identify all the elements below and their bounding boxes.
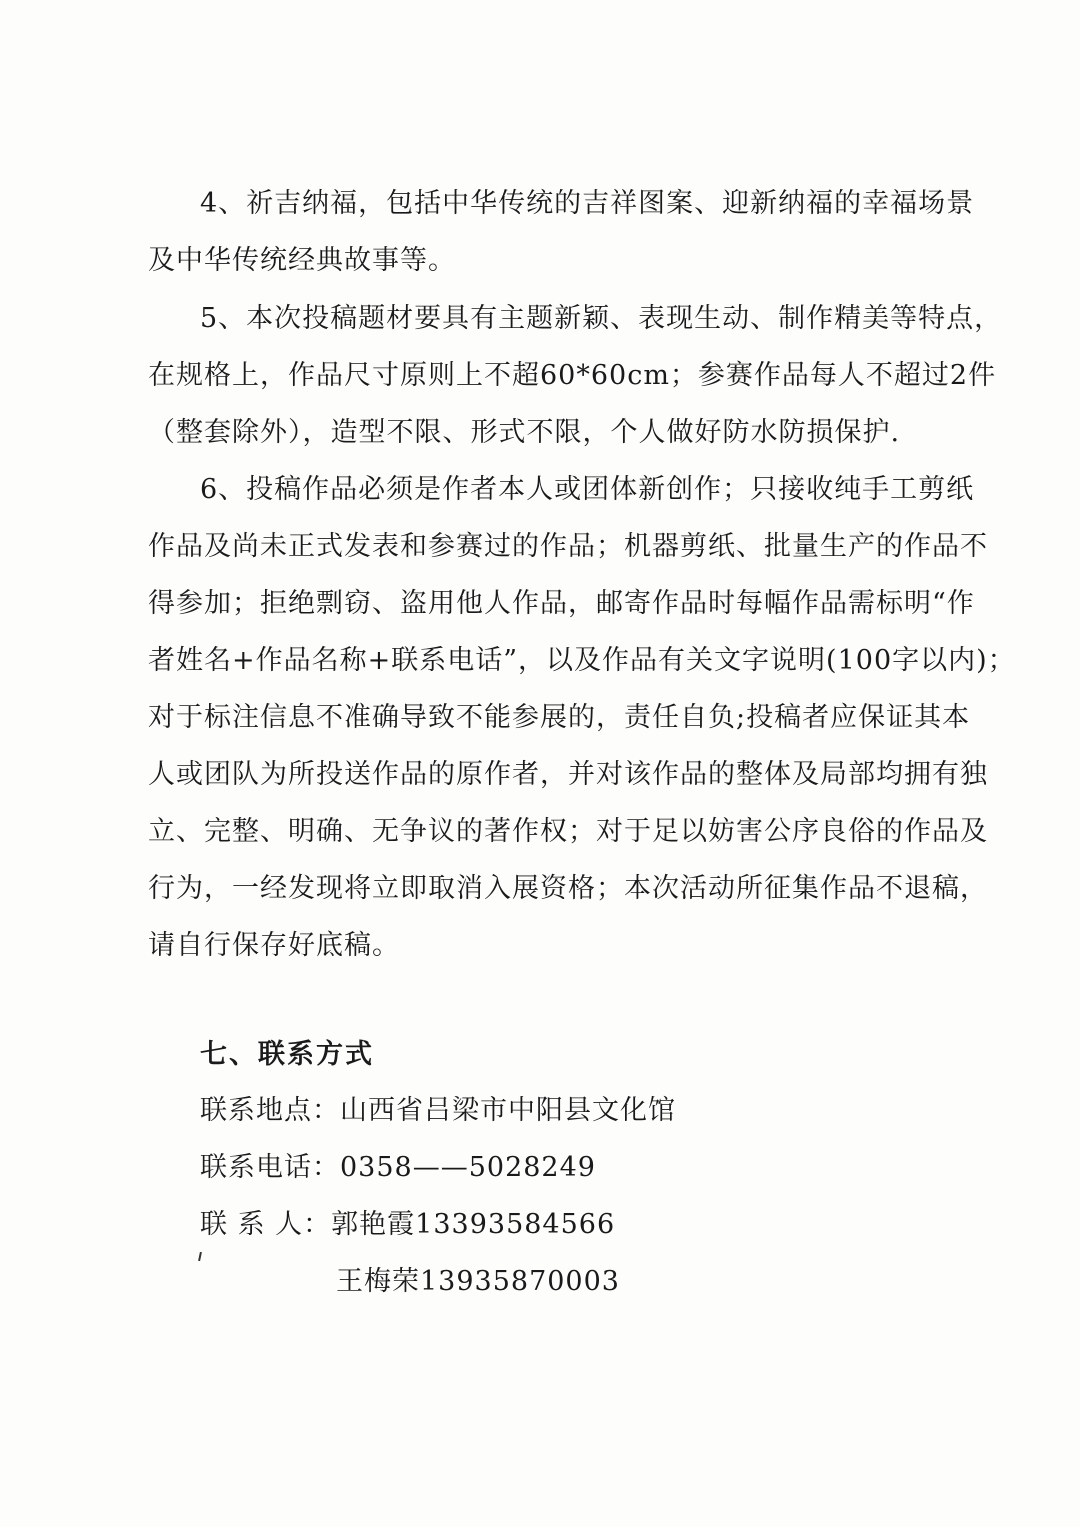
item6-line7: 立、完整、明确、无争议的著作权；对于足以妨害公序良俗的作品及 <box>148 816 988 847</box>
contact-address-row <box>200 1093 676 1129</box>
contact-address-label: 联系地点： <box>200 1095 340 1126</box>
item5-line2: 在规格上，作品尺寸原则上不超60*60cm；参赛作品每人不超过2件 <box>148 360 997 391</box>
item6-line8: 行为，一经发现将立即取消入展资格；本次活动所征集作品不退稿， <box>148 873 988 904</box>
item6-line9: 请自行保存好底稿。 <box>148 930 400 961</box>
contact-person-2: 王梅荣13935870003 <box>336 1266 620 1297</box>
contact-phone-row <box>200 1150 596 1186</box>
contact-person-label: 联 系 人： <box>200 1209 332 1240</box>
item6-line4: 者姓名+作品名称+联系电话”，以及作品有关文字说明(100字以内)； <box>148 645 1016 676</box>
item5-line1: 5、本次投稿题材要具有主题新颖、表现生动、制作精美等特点， <box>200 303 1003 334</box>
item4-line2: 及中华传统经典故事等。 <box>148 245 456 276</box>
contact-person-1: 郭艳霞13393584566 <box>331 1209 616 1240</box>
item6-line1: 6、投稿作品必须是作者本人或团体新创作；只接收纯手工剪纸 <box>200 474 975 505</box>
contact-address: 山西省吕梁市中阳县文化馆 <box>340 1095 676 1126</box>
item6-line6: 人或团队为所投送作品的原作者，并对该作品的整体及局部均拥有独 <box>148 759 988 790</box>
item6-line2: 作品及尚未正式发表和参赛过的作品；机器剪纸、批量生产的作品不 <box>148 531 988 562</box>
item4-line1: 4、祈吉纳福，包括中华传统的吉祥图案、迎新纳福的幸福场景 <box>200 188 975 219</box>
item5-line3: （整套除外），造型不限、形式不限，个人做好防水防损保护. <box>148 417 901 448</box>
contact-person-row <box>200 1207 615 1243</box>
contact-heading: 七、联系方式 <box>200 1039 374 1070</box>
contact-phone: 0358——5028249 <box>340 1152 596 1183</box>
scan-speck <box>198 1252 202 1261</box>
item6-line3: 得参加；拒绝剽窃、盗用他人作品，邮寄作品时每幅作品需标明“作 <box>148 588 975 619</box>
item6-line5: 对于标注信息不准确导致不能参展的，责任自负;投稿者应保证其本 <box>148 702 971 733</box>
contact-phone-label: 联系电话： <box>200 1152 340 1183</box>
